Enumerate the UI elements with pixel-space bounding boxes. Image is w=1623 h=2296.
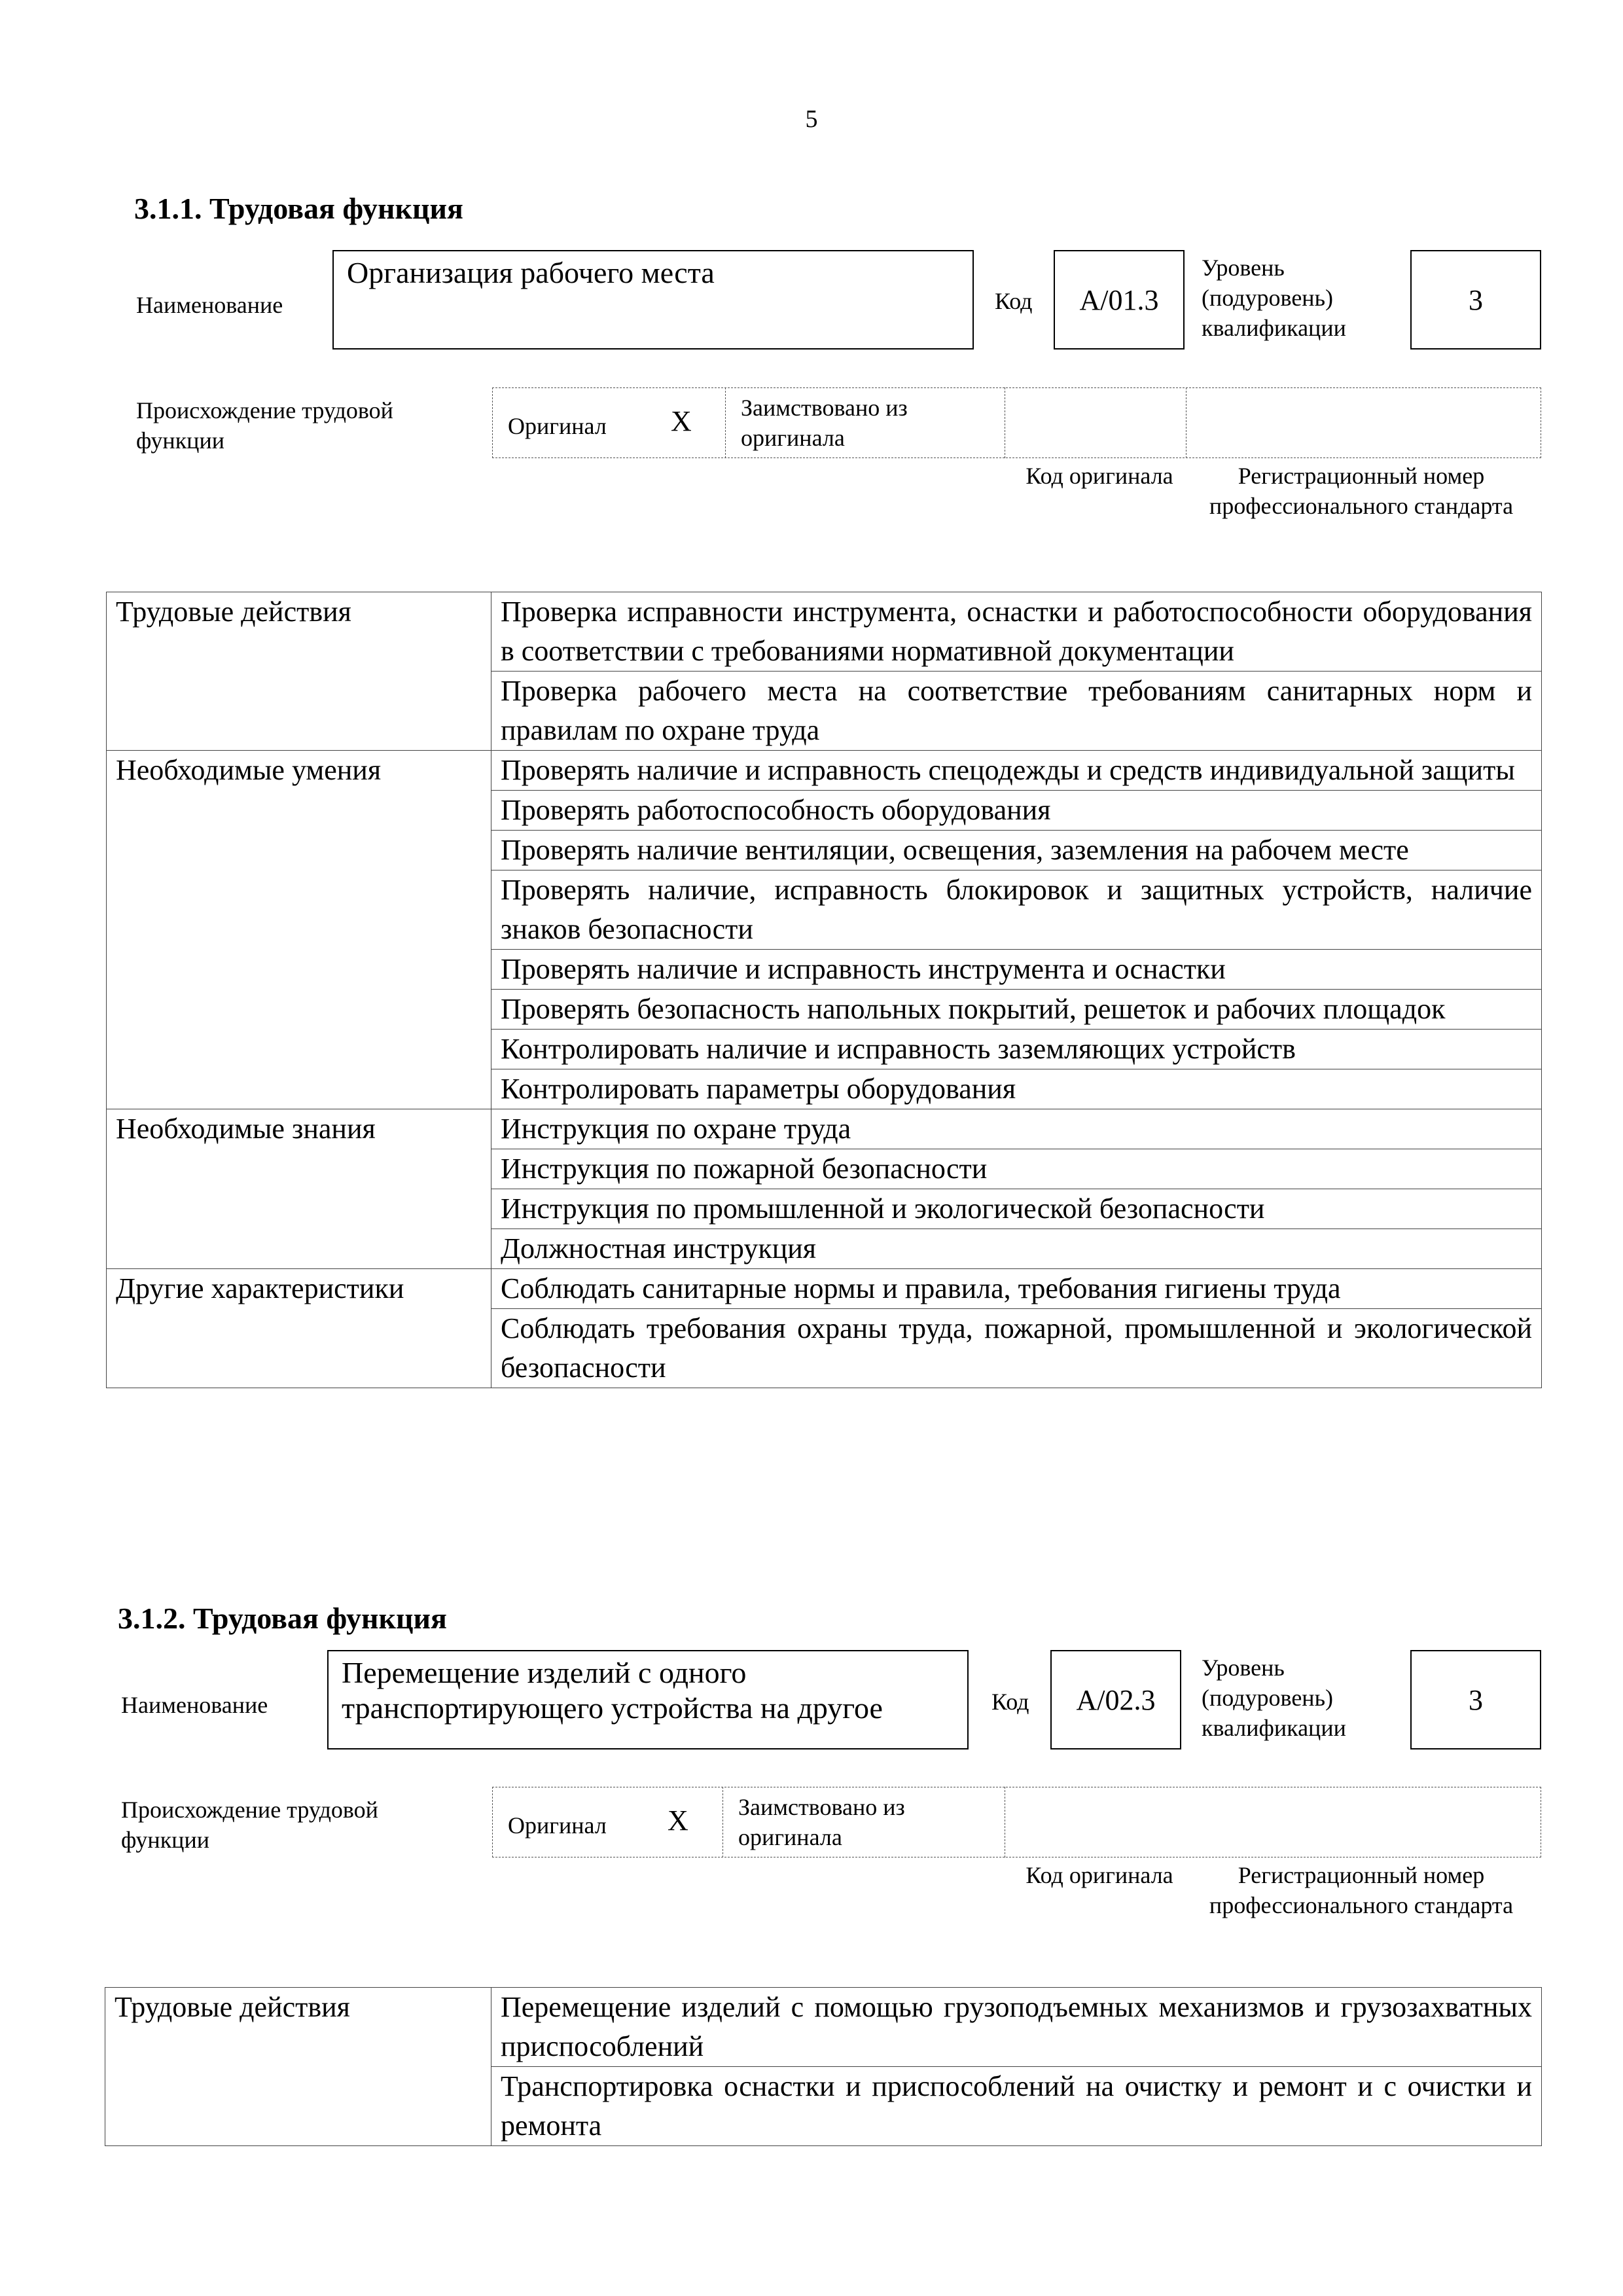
name-label-2: Наименование (121, 1692, 268, 1718)
item-cell: Проверять наличие, исправность блокировок и защитных устройств, наличие знаков безопасности (491, 870, 1542, 950)
borrowed-label-2: Заимствовано из оригинала (738, 1794, 905, 1850)
function-table-3-1-2 (105, 1987, 1542, 2146)
level-label: Уровень (подуровень) квалификации (1202, 255, 1346, 341)
code-original-caption: Код оригинала (1026, 463, 1173, 489)
code-label-2: Код (991, 1689, 1029, 1715)
category-cell: Трудовые действия (105, 1988, 491, 2146)
item-cell: Инструкция по пожарной безопасности (491, 1149, 1542, 1189)
code-label: Код (995, 288, 1033, 314)
page-number: 5 (805, 105, 818, 133)
origin-divider-4 (722, 1787, 723, 1857)
origin-divider-1 (725, 387, 726, 458)
table-row (107, 1109, 1542, 1149)
origin-label-2: Происхождение трудовой функции (121, 1797, 378, 1853)
section-title-3-1-2: 3.1.2. Трудовая функция (118, 1602, 447, 1635)
original-label-2: Оригинал (508, 1812, 607, 1839)
category-cell: Трудовые действия (107, 592, 491, 751)
category-cell: Необходимые знания (107, 1109, 491, 1269)
origin-label: Происхождение трудовой функции (136, 397, 393, 454)
origin-row (492, 387, 1541, 458)
original-mark: X (671, 405, 692, 437)
function-table-3-1-1 (106, 592, 1542, 1388)
item-cell: Инструкция по промышленной и экологической безопасности (491, 1189, 1542, 1229)
category-cell: Другие характеристики (107, 1269, 491, 1388)
code-original-caption-2: Код оригинала (1026, 1862, 1173, 1888)
original-label: Оригинал (508, 413, 607, 439)
item-cell: Проверять наличие и исправность спецодежды и средств индивидуальной защиты (491, 751, 1542, 791)
reg-number-caption: Регистрационный номер профессионального стандарта (1209, 463, 1514, 519)
level-value-box-2: 3 (1410, 1650, 1541, 1749)
code-value-box: A/01.3 (1054, 250, 1185, 350)
function-name-field: Организация рабочего места (332, 250, 974, 350)
table-row (107, 1269, 1542, 1309)
category-cell: Необходимые умения (107, 751, 491, 1109)
item-cell: Проверять наличие вентиляции, освещения, заземления на рабочем месте (491, 831, 1542, 870)
item-cell: Проверять работоспособность оборудования (491, 791, 1542, 831)
table-row (105, 1988, 1542, 2067)
item-cell: Должностная инструкция (491, 1229, 1542, 1269)
code-value-box-2: A/02.3 (1050, 1650, 1181, 1749)
borrowed-label: Заимствовано из оригинала (741, 395, 908, 451)
reg-number-caption-2: Регистрационный номер профессионального стандарта (1209, 1862, 1514, 1918)
table-row (107, 592, 1542, 672)
item-cell: Проверять наличие и исправность инструмента и оснастки (491, 950, 1542, 990)
item-cell: Соблюдать требования охраны труда, пожарной, промышленной и экологической безопасности (491, 1309, 1542, 1388)
item-cell: Проверка рабочего места на соответствие требованиям санитарных норм и правилам по охране труда (491, 672, 1542, 751)
item-cell: Инструкция по охране труда (491, 1109, 1542, 1149)
section-title-3-1-1: 3.1.1. Трудовая функция (134, 192, 463, 225)
item-cell: Соблюдать санитарные нормы и правила, требования гигиены труда (491, 1269, 1542, 1309)
level-value-box: 3 (1410, 250, 1541, 350)
origin-row-2 (492, 1787, 1541, 1857)
item-cell: Контролировать наличие и исправность заземляющих устройств (491, 1030, 1542, 1069)
item-cell: Перемещение изделий с помощью грузоподъемных механизмов и грузозахватных приспособлений (491, 1988, 1542, 2067)
item-cell: Проверка исправности инструмента, оснастки и работоспособности оборудования в соответствии с требованиями нормативной документации (491, 592, 1542, 672)
original-mark-2: X (668, 1804, 688, 1837)
item-cell: Транспортировка оснастки и приспособлений на очистку и ремонт и с очистки и ремонта (491, 2067, 1542, 2146)
name-label: Наименование (136, 292, 283, 318)
level-label-2: Уровень (подуровень) квалификации (1202, 1655, 1346, 1741)
item-cell: Проверять безопасность напольных покрытий, решеток и рабочих площадок (491, 990, 1542, 1030)
table-row (107, 751, 1542, 791)
function-name-field-2: Перемещение изделий с одного транспортирующего устройства на другое (327, 1650, 969, 1749)
item-cell: Контролировать параметры оборудования (491, 1069, 1542, 1109)
